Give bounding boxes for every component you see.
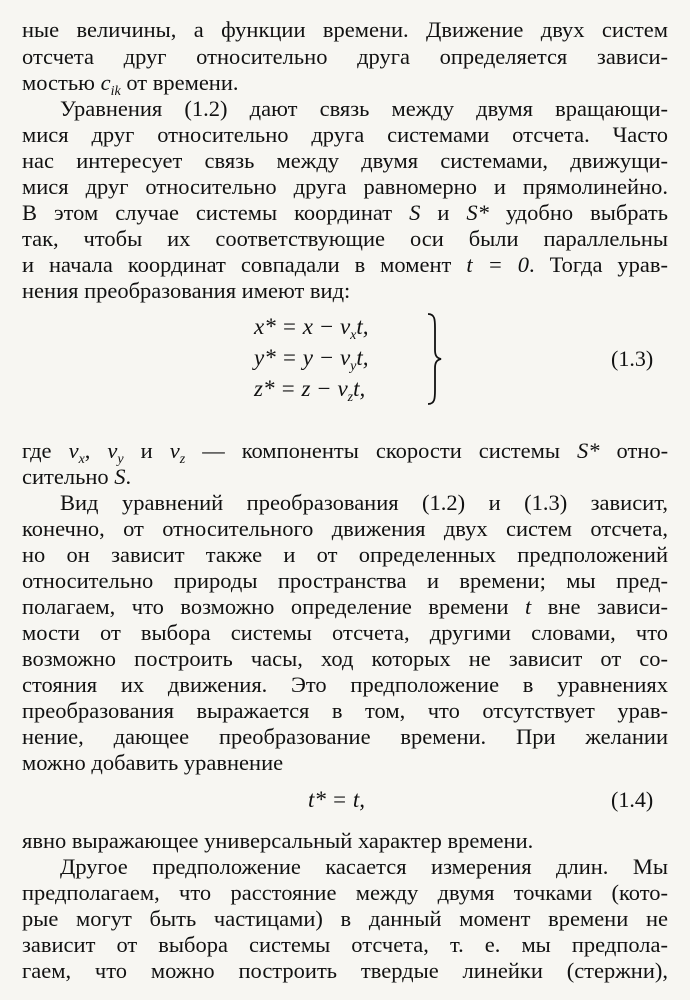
text-line: ные величины, а функции времени. Движение двух систем xyxy=(22,17,668,42)
text-line: Вид уравнений преобразования (1.2) и (1.3) зависит, xyxy=(60,490,668,515)
text-line: мися друг относительно друга системами отсчета. Часто xyxy=(22,122,668,147)
text-line: и начала координат совпадали в момент t = 0. Тогда урав- xyxy=(22,252,669,277)
text-line: гаем, что можно построить твердые линейки (стержни), xyxy=(22,958,668,983)
text-line: зависит от выбора системы отсчета, т. е. мы предпола- xyxy=(22,932,668,957)
text-line: рые могут быть частицами) в данный момент времени не xyxy=(22,906,668,931)
text-line: так, чтобы их соответствующие оси были параллельны xyxy=(22,226,668,251)
text-line: но он зависит также и от определенных предположений xyxy=(22,542,668,567)
subscript-ik: ik xyxy=(110,84,121,99)
text-line: возможно построить часы, ход которых не зависит от со- xyxy=(22,646,668,671)
text-line: где $v_x$, $v_y$ и $v_z$ — компоненты скорости системы S* отно- xyxy=(22,438,669,467)
text-line: Другое предположение касается измерения длин. Мы xyxy=(60,854,668,879)
text-line: явно выражающее универсальный характер времени. xyxy=(22,828,534,853)
symbol-c: c xyxy=(100,70,111,95)
text-line: мости от выбора системы отсчета, другими словами, что xyxy=(22,620,668,645)
text-line: мостью $c_{ik}$ от времени. xyxy=(22,70,239,99)
text-line: Уравнения (1.2) дают связь между двумя вращающи- xyxy=(60,96,668,121)
text-line: В этом случае системы координат S и S* удобно выбрать xyxy=(22,200,669,225)
text-line: можно добавить уравнение xyxy=(22,750,284,775)
text-line: преобразования выражается в том, что отсутствует урав- xyxy=(22,698,668,723)
text-line: нение, дающее преобразование времени. При желании xyxy=(22,724,668,749)
text-line: нас интересует связь между двумя системами, движущи- xyxy=(22,148,668,173)
text-line: сительно S. xyxy=(22,464,132,489)
equation-z: $z* = z - v_zt$, xyxy=(254,376,366,405)
text-line: стояния их движения. Это предположение в уравнениях xyxy=(22,672,668,697)
equation-time: t* = t, xyxy=(308,787,366,812)
equation-y: $y* = y - v_yt$, xyxy=(254,345,369,374)
equation-number: (1.4) xyxy=(611,787,654,812)
text-line: предполагаем, что расстояние между двумя точками (кото- xyxy=(22,880,668,905)
text-line: полагаем, что возможно определение времени t вне зависи- xyxy=(22,594,669,619)
text-line: конечно, от относительного движения двух систем отсчета, xyxy=(22,516,668,541)
text-line: отсчета друг относительно друга определяется зависи- xyxy=(22,44,668,69)
equation-x: $x* = x - v_xt$, xyxy=(254,314,369,343)
text-line: относительно природы пространства и времени; мы пред- xyxy=(22,568,668,593)
right-brace xyxy=(424,312,444,406)
text-line: мися друг относительно друга равномерно и прямолинейно. xyxy=(22,174,668,199)
equation-number: (1.3) xyxy=(611,346,654,371)
text-line: нения преобразования имеют вид: xyxy=(22,278,351,303)
